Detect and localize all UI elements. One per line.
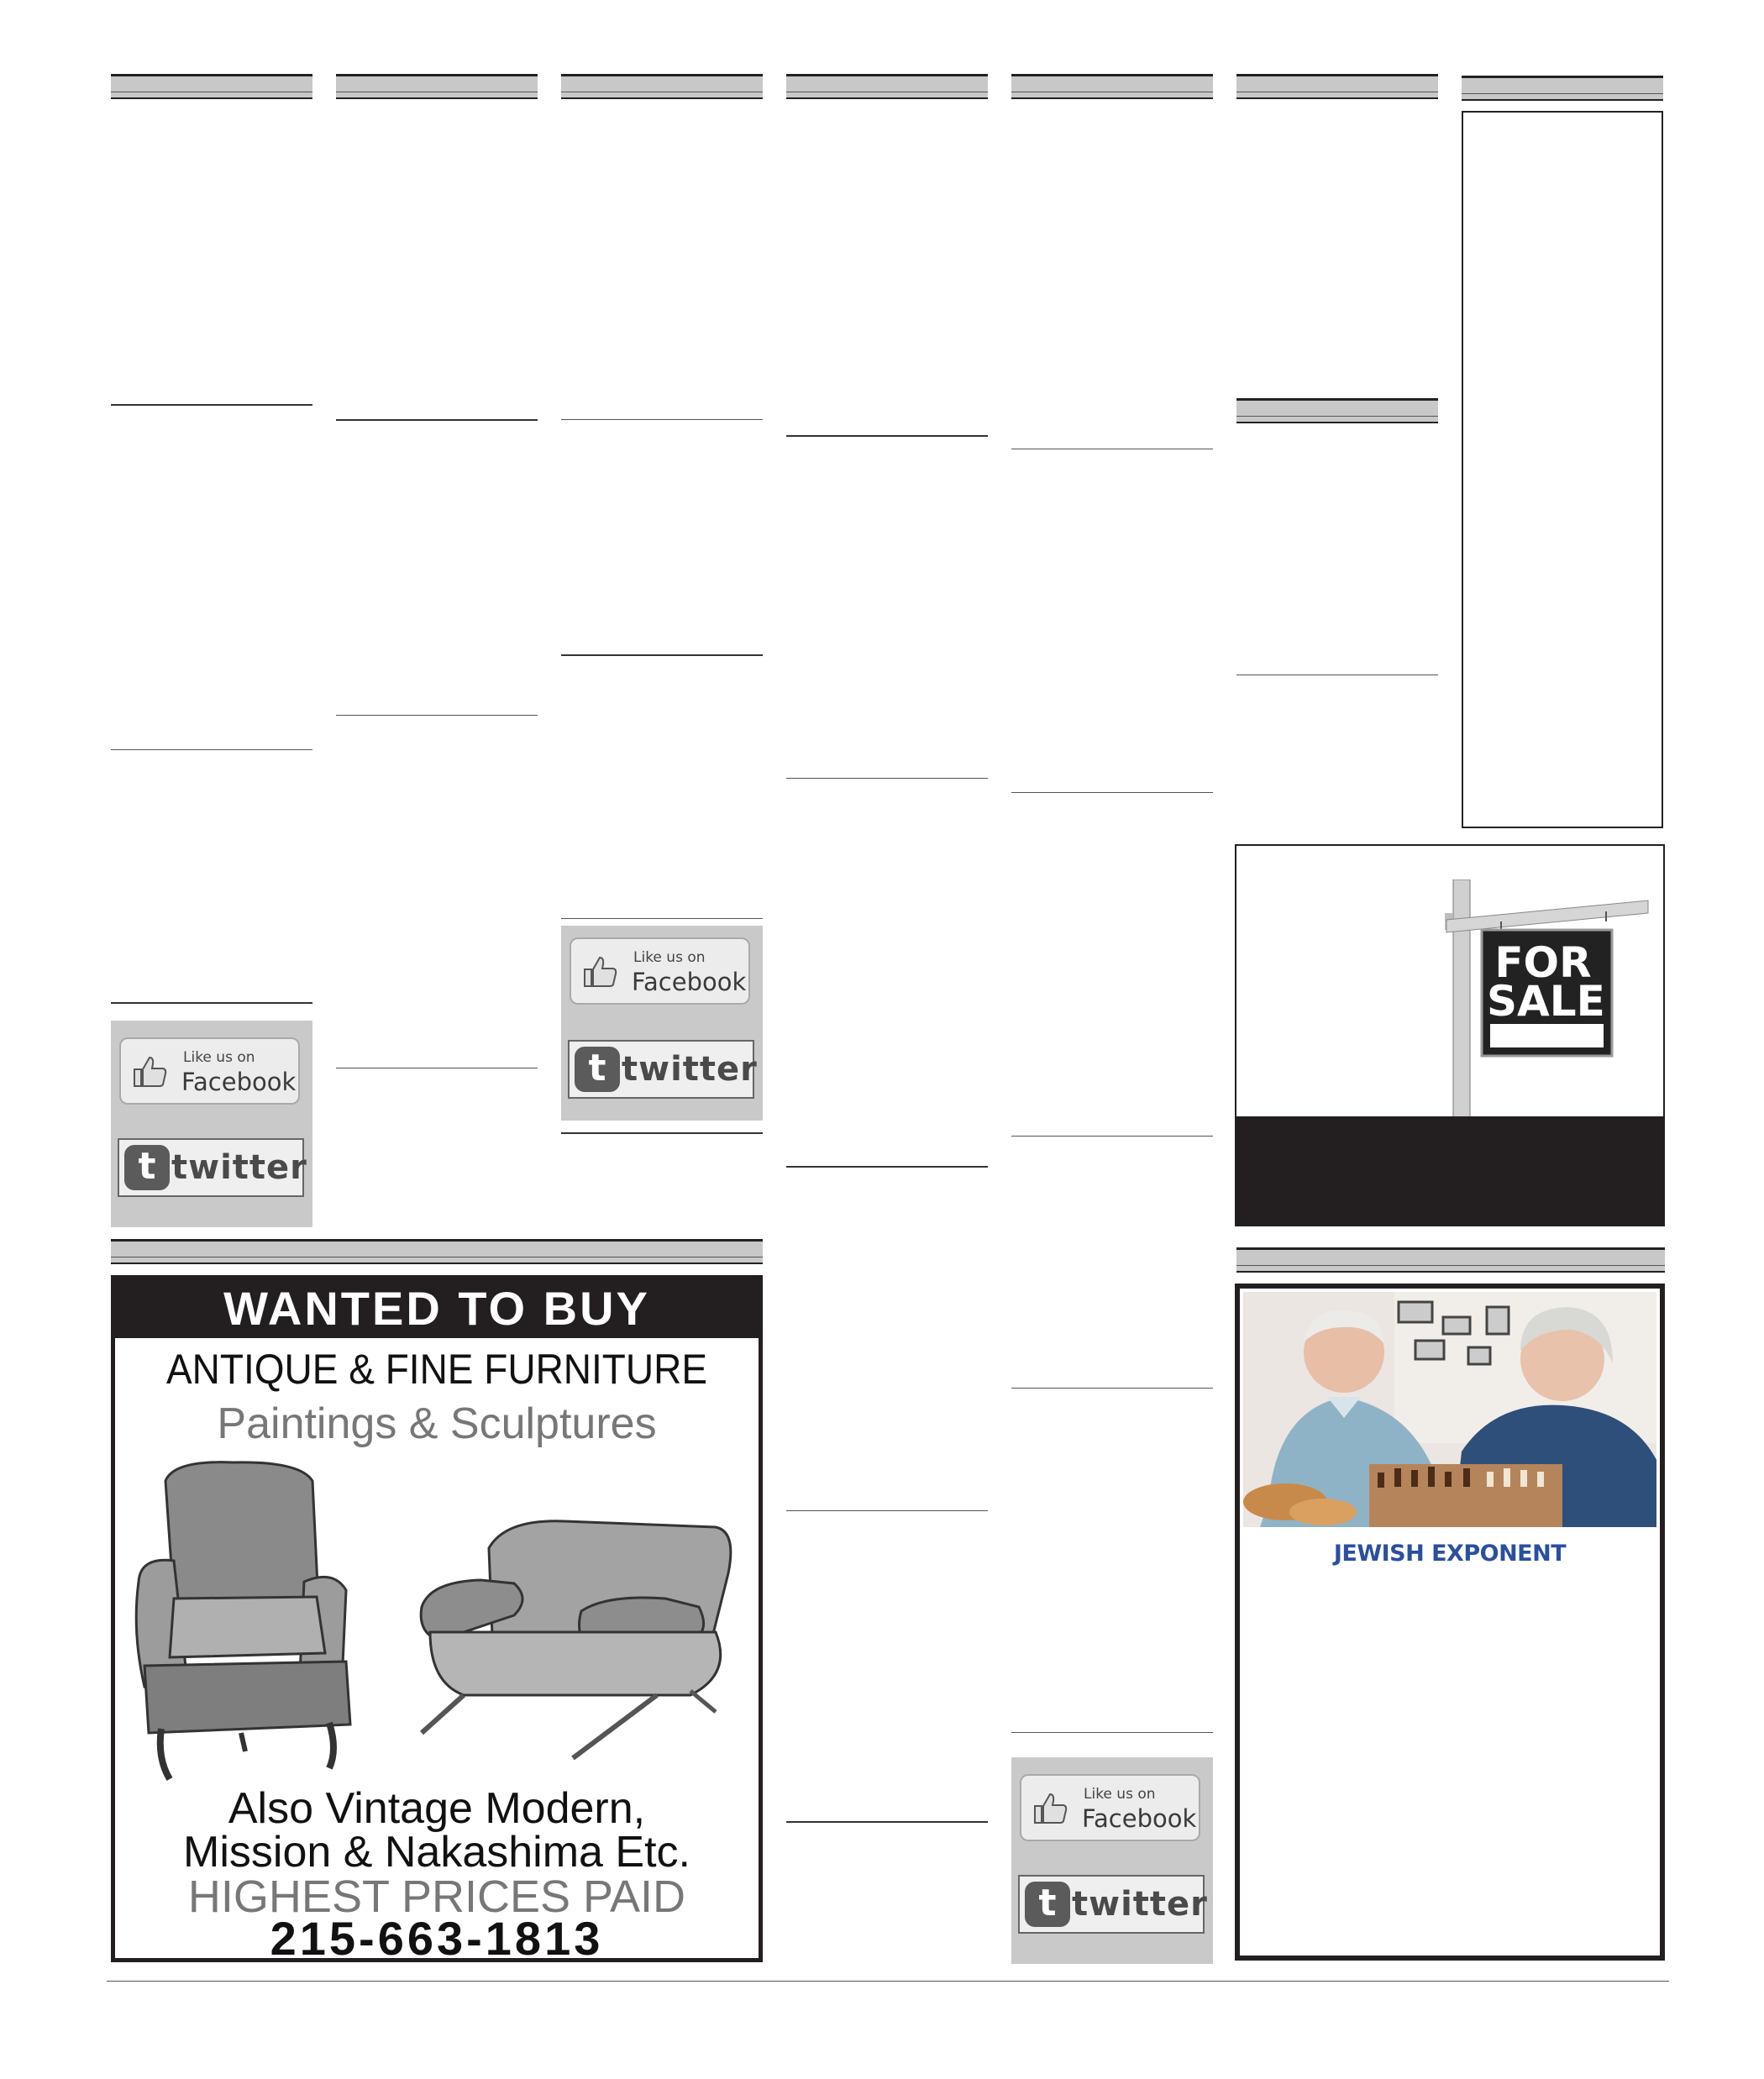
twitter-button[interactable] bbox=[568, 1040, 758, 1099]
for-sale-ad bbox=[1235, 844, 1665, 1226]
separator-rule bbox=[111, 404, 312, 406]
facebook-label: Facebook bbox=[181, 1068, 297, 1096]
separator-rule bbox=[111, 749, 312, 750]
separator-rule bbox=[1011, 1732, 1213, 1733]
separator-rule bbox=[786, 1510, 988, 1511]
twitter-logo-icon: t bbox=[575, 1047, 620, 1092]
framed-box bbox=[1462, 111, 1663, 828]
separator-rule bbox=[1011, 1136, 1213, 1137]
modern-chair-illustration bbox=[413, 1515, 749, 1767]
ad-line-furniture: ANTIQUE & FINE FURNITURE bbox=[165, 1346, 708, 1393]
separator-rule bbox=[111, 1002, 312, 1004]
separator-rule bbox=[786, 1821, 988, 1823]
twitter-button[interactable] bbox=[118, 1138, 307, 1197]
jewish-exponent-logo: JEWISH EXPONENT bbox=[1333, 1541, 1567, 1567]
separator-rule bbox=[561, 654, 763, 656]
ad-line-prices: HIGHEST PRICES PAID bbox=[187, 1872, 686, 1922]
column-header-1 bbox=[111, 74, 312, 99]
column-header-3 bbox=[561, 74, 763, 99]
wanted-to-buy-ad bbox=[111, 1275, 763, 1962]
armchair-illustration bbox=[123, 1456, 401, 1783]
separator-rule bbox=[786, 435, 988, 437]
facebook-label: Facebook bbox=[632, 968, 747, 996]
facebook-like-small-text: Like us on bbox=[1084, 1786, 1156, 1803]
separator-rule bbox=[1011, 1388, 1213, 1389]
separator-rule bbox=[561, 1132, 763, 1134]
social-widget bbox=[561, 926, 763, 1121]
column-header-6b bbox=[1236, 398, 1438, 423]
column-header-4 bbox=[786, 74, 988, 99]
ad-heading: WANTED TO BUY bbox=[115, 1279, 759, 1338]
facebook-label: Facebook bbox=[1082, 1804, 1197, 1833]
twitter-label: twitter bbox=[171, 1148, 307, 1187]
separator-rule bbox=[561, 419, 763, 420]
ad-line-mission: Mission & Nakashima Etc. bbox=[183, 1828, 690, 1877]
twitter-logo-icon: t bbox=[1025, 1882, 1070, 1927]
twitter-logo-icon: t bbox=[124, 1145, 170, 1190]
facebook-like-button[interactable] bbox=[119, 1037, 300, 1105]
ad-line-paintings: Paintings & Sculptures bbox=[217, 1399, 657, 1448]
ad-line-vintage: Also Vintage Modern, bbox=[228, 1784, 646, 1833]
column-header-2 bbox=[336, 74, 538, 99]
jewish-exponent-ad bbox=[1235, 1284, 1665, 1961]
column-header-7 bbox=[1462, 76, 1663, 101]
thumbs-up-icon bbox=[131, 1054, 168, 1088]
facebook-like-small-text: Like us on bbox=[633, 949, 706, 966]
social-widget bbox=[111, 1021, 312, 1227]
for-sale-black-band bbox=[1236, 1116, 1663, 1226]
twitter-label: twitter bbox=[622, 1050, 758, 1089]
separator-rule bbox=[786, 778, 988, 779]
separator-rule bbox=[336, 419, 538, 421]
separator-rule bbox=[786, 1166, 988, 1168]
sign-text-for: FOR bbox=[1494, 938, 1592, 987]
column-header-5 bbox=[1011, 74, 1213, 99]
facebook-like-button[interactable] bbox=[1020, 1774, 1200, 1841]
facebook-like-small-text: Like us on bbox=[183, 1049, 255, 1066]
section-header-bar bbox=[1236, 1247, 1665, 1273]
thumbs-up-icon bbox=[581, 954, 618, 988]
twitter-label: twitter bbox=[1072, 1885, 1208, 1924]
page-footer-rule bbox=[107, 1981, 1669, 1982]
sign-text-sale: SALE bbox=[1487, 977, 1605, 1026]
column-header-6 bbox=[1236, 74, 1438, 99]
seniors-playing-chess-photo bbox=[1243, 1292, 1656, 1527]
section-header-bar bbox=[111, 1239, 763, 1264]
facebook-like-button[interactable] bbox=[570, 937, 750, 1005]
twitter-button[interactable] bbox=[1018, 1875, 1208, 1934]
separator-rule bbox=[561, 918, 763, 919]
ad-phone-number: 215-663-1813 bbox=[270, 1912, 604, 1962]
separator-rule bbox=[336, 715, 538, 716]
social-widget bbox=[1011, 1757, 1213, 1964]
separator-rule bbox=[1011, 792, 1213, 793]
thumbs-up-icon bbox=[1032, 1791, 1068, 1824]
